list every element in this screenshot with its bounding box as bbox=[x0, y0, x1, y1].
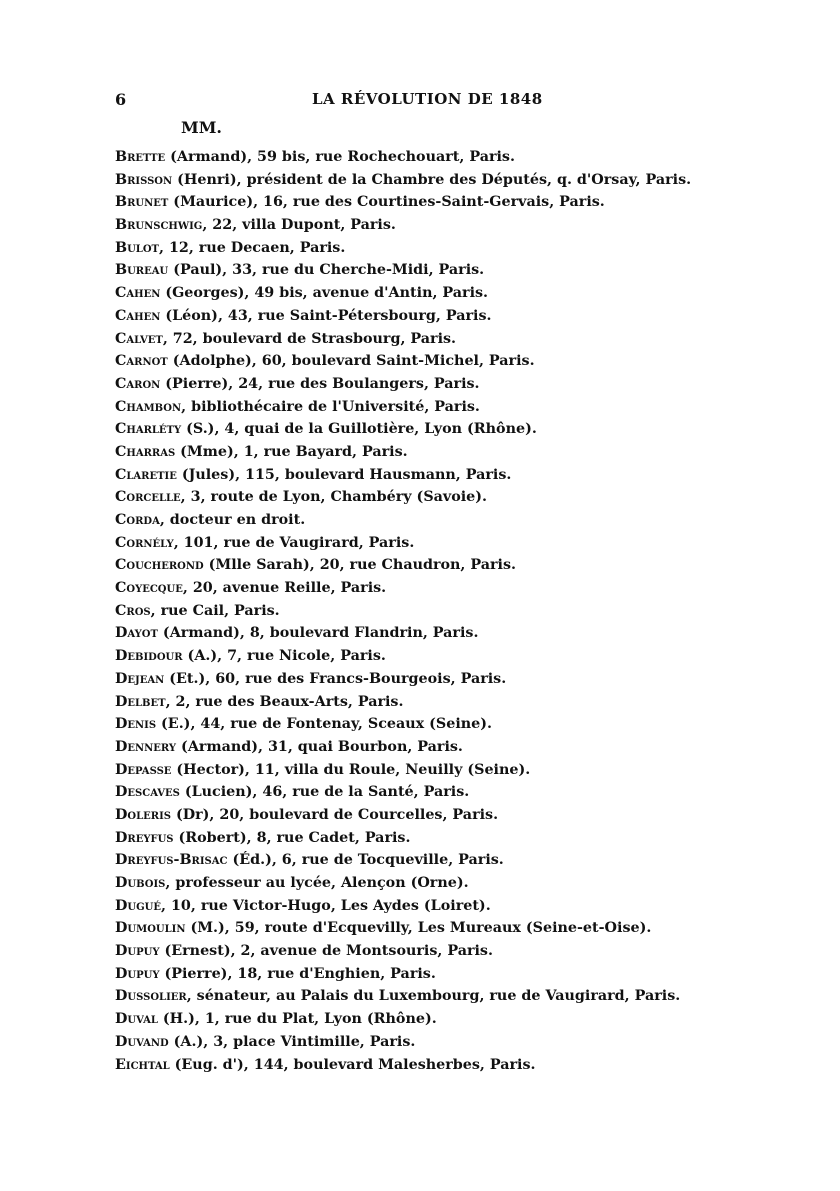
member-name: Duvand bbox=[115, 1033, 169, 1050]
list-item bbox=[115, 509, 805, 532]
member-name: Cahen bbox=[115, 307, 161, 324]
list-item bbox=[115, 441, 805, 464]
member-name: Charléty bbox=[115, 421, 182, 438]
list-item bbox=[115, 464, 805, 487]
list-item bbox=[115, 1031, 805, 1054]
list-item bbox=[115, 895, 805, 918]
member-details: , 72, boulevard de Strasbourg, Paris. bbox=[162, 330, 457, 347]
member-name: Caron bbox=[115, 375, 161, 392]
member-details: , 10, rue Victor-Hugo, Les Aydes (Loiret). bbox=[161, 897, 491, 914]
member-details: (Et.), 60, rue des Francs-Bourgeois, Paris. bbox=[164, 670, 507, 687]
member-details: (Éd.), 6, rue de Tocqueville, Paris. bbox=[227, 852, 504, 869]
list-item bbox=[115, 963, 805, 986]
member-name: Bureau bbox=[115, 262, 169, 279]
member-details: (Armand), 8, boulevard Flandrin, Paris. bbox=[157, 625, 479, 642]
list-item bbox=[115, 486, 805, 509]
member-name: Eichtal bbox=[115, 1056, 170, 1073]
member-details: , 20, avenue Reille, Paris. bbox=[182, 580, 387, 597]
member-name: Brisson bbox=[115, 171, 173, 188]
list-item bbox=[115, 804, 805, 827]
member-name: Dupuy bbox=[115, 943, 160, 960]
member-details: , sénateur, au Palais du Luxembourg, rue de Vaugirard, Paris. bbox=[186, 988, 681, 1005]
list-item bbox=[115, 1054, 805, 1077]
member-details: , 2, rue des Beaux-Arts, Paris. bbox=[165, 693, 404, 710]
member-name: Charras bbox=[115, 443, 176, 460]
list-item bbox=[115, 554, 805, 577]
list-item bbox=[115, 191, 805, 214]
list-item bbox=[115, 282, 805, 305]
list-item bbox=[115, 917, 805, 940]
section-heading: MM. bbox=[181, 118, 222, 137]
member-details: (Dr), 20, boulevard de Courcelles, Paris. bbox=[170, 806, 499, 823]
member-details: (A.), 3, place Vintimille, Paris. bbox=[168, 1033, 416, 1050]
list-item bbox=[115, 691, 805, 714]
member-name: Chambon bbox=[115, 398, 182, 415]
member-details: (Léon), 43, rue Saint-Pétersbourg, Paris. bbox=[160, 307, 492, 324]
member-name: Duval bbox=[115, 1011, 158, 1028]
member-name: Carnot bbox=[115, 353, 168, 370]
list-item bbox=[115, 849, 805, 872]
list-item bbox=[115, 713, 805, 736]
list-item bbox=[115, 872, 805, 895]
member-details: , professeur au lycée, Alençon (Orne). bbox=[165, 875, 469, 891]
member-name: Bulot bbox=[115, 239, 159, 256]
member-details: (S.), 4, quai de la Guillotière, Lyon (Rhône). bbox=[181, 421, 537, 438]
member-details: (Mme), 1, rue Bayard, Paris. bbox=[175, 443, 408, 460]
member-name: Dumoulin bbox=[115, 920, 186, 937]
member-name: Dugué bbox=[115, 897, 162, 914]
member-details: , bibliothécaire de l'Université, Paris. bbox=[181, 398, 480, 415]
member-details: (H.), 1, rue du Plat, Lyon (Rhône). bbox=[157, 1011, 437, 1028]
list-item bbox=[115, 328, 805, 351]
list-item bbox=[115, 1008, 805, 1031]
member-details: (Lucien), 46, rue de la Santé, Paris. bbox=[179, 784, 470, 801]
list-item bbox=[115, 827, 805, 850]
page-number: 6 bbox=[115, 90, 127, 109]
list-item bbox=[115, 577, 805, 600]
member-name: Brunschwig bbox=[115, 217, 203, 234]
list-item bbox=[115, 169, 805, 192]
member-details: (Robert), 8, rue Cadet, Paris. bbox=[173, 829, 411, 846]
member-details: (Henri), président de la Chambre des Députés, q. d'Orsay, Paris. bbox=[172, 171, 692, 188]
member-details: , 12, rue Decaen, Paris. bbox=[159, 239, 346, 256]
list-item bbox=[115, 781, 805, 804]
member-name: Cahen bbox=[115, 285, 161, 302]
member-name: Dayot bbox=[115, 625, 158, 642]
list-item bbox=[115, 532, 805, 555]
member-details: (Armand), 31, quai Bourbon, Paris. bbox=[176, 738, 463, 755]
list-item bbox=[115, 418, 805, 441]
member-details: (M.), 59, route d'Ecquevilly, Les Mureaux (Seine-et-Oise). bbox=[185, 920, 652, 937]
member-name: Delbet bbox=[115, 693, 166, 710]
list-item bbox=[115, 736, 805, 759]
member-details: (Hector), 11, villa du Roule, Neuilly (Seine). bbox=[171, 761, 531, 778]
list-item bbox=[115, 373, 805, 396]
member-name: Dussolier bbox=[115, 988, 187, 1005]
member-name: Corcelle bbox=[115, 489, 181, 506]
member-name: Dejean bbox=[115, 670, 165, 687]
member-details: , docteur en droit. bbox=[159, 512, 306, 528]
member-details: (Eug. d'), 144, boulevard Malesherbes, Paris. bbox=[169, 1056, 536, 1073]
member-name: Dennery bbox=[115, 738, 177, 755]
list-item bbox=[115, 305, 805, 328]
member-name: Dupuy bbox=[115, 965, 160, 982]
member-details: , 22, villa Dupont, Paris. bbox=[202, 217, 396, 234]
member-name: Doleris bbox=[115, 806, 171, 823]
member-details: (Armand), 59 bis, rue Rochechouart, Paris. bbox=[165, 149, 515, 165]
member-name: Brette bbox=[115, 149, 166, 165]
member-details: , 101, rue de Vaugirard, Paris. bbox=[173, 534, 415, 551]
list-item bbox=[115, 396, 805, 419]
member-name: Cros bbox=[115, 602, 151, 619]
member-name: Dreyfus bbox=[115, 829, 174, 846]
list-item bbox=[115, 759, 805, 782]
member-details: (Adolphe), 60, boulevard Saint-Michel, Paris. bbox=[167, 353, 535, 370]
member-details: (Jules), 115, boulevard Hausmann, Paris. bbox=[176, 466, 512, 483]
list-item bbox=[115, 622, 805, 645]
member-details: (Pierre), 18, rue d'Enghien, Paris. bbox=[159, 965, 436, 982]
list-item bbox=[115, 668, 805, 691]
member-name: Debidour bbox=[115, 648, 183, 665]
member-details: (Ernest), 2, avenue de Montsouris, Paris. bbox=[159, 943, 493, 960]
member-details: , rue Cail, Paris. bbox=[150, 602, 280, 619]
member-name: Dubois bbox=[115, 875, 166, 891]
list-item bbox=[115, 985, 805, 1008]
member-name: Denis bbox=[115, 716, 157, 733]
member-name: Calvet bbox=[115, 330, 163, 347]
list-item bbox=[115, 237, 805, 260]
member-details: (Georges), 49 bis, avenue d'Antin, Paris. bbox=[160, 285, 489, 302]
member-name: Dreyfus-Brisac bbox=[115, 852, 228, 869]
member-name: Brunet bbox=[115, 194, 169, 211]
list-item bbox=[115, 146, 805, 169]
list-item bbox=[115, 214, 805, 237]
list-item bbox=[115, 259, 805, 282]
member-details: (Mlle Sarah), 20, rue Chaudron, Paris. bbox=[203, 557, 517, 574]
member-details: (E.), 44, rue de Fontenay, Sceaux (Seine). bbox=[156, 716, 493, 733]
member-name: Coucherond bbox=[115, 557, 204, 574]
member-details: (Paul), 33, rue du Cherche-Midi, Paris. bbox=[168, 262, 485, 279]
member-name: Corda bbox=[115, 512, 160, 528]
member-name: Descaves bbox=[115, 784, 180, 801]
member-name: Depasse bbox=[115, 761, 172, 778]
member-details: (A.), 7, rue Nicole, Paris. bbox=[182, 648, 386, 665]
member-name: Claretie bbox=[115, 466, 177, 483]
member-details: , 3, route de Lyon, Chambéry (Savoie). bbox=[180, 489, 488, 506]
member-name: Coyecque bbox=[115, 580, 183, 597]
running-title: LA RÉVOLUTION DE 1848 bbox=[312, 90, 543, 108]
list-item bbox=[115, 940, 805, 963]
member-details: (Maurice), 16, rue des Courtines-Saint-Gervais, Paris. bbox=[168, 194, 605, 211]
list-item bbox=[115, 350, 805, 373]
list-item bbox=[115, 600, 805, 623]
member-list bbox=[115, 146, 805, 1076]
member-details: (Pierre), 24, rue des Boulangers, Paris. bbox=[160, 375, 480, 392]
list-item bbox=[115, 645, 805, 668]
member-name: Cornély bbox=[115, 534, 174, 551]
